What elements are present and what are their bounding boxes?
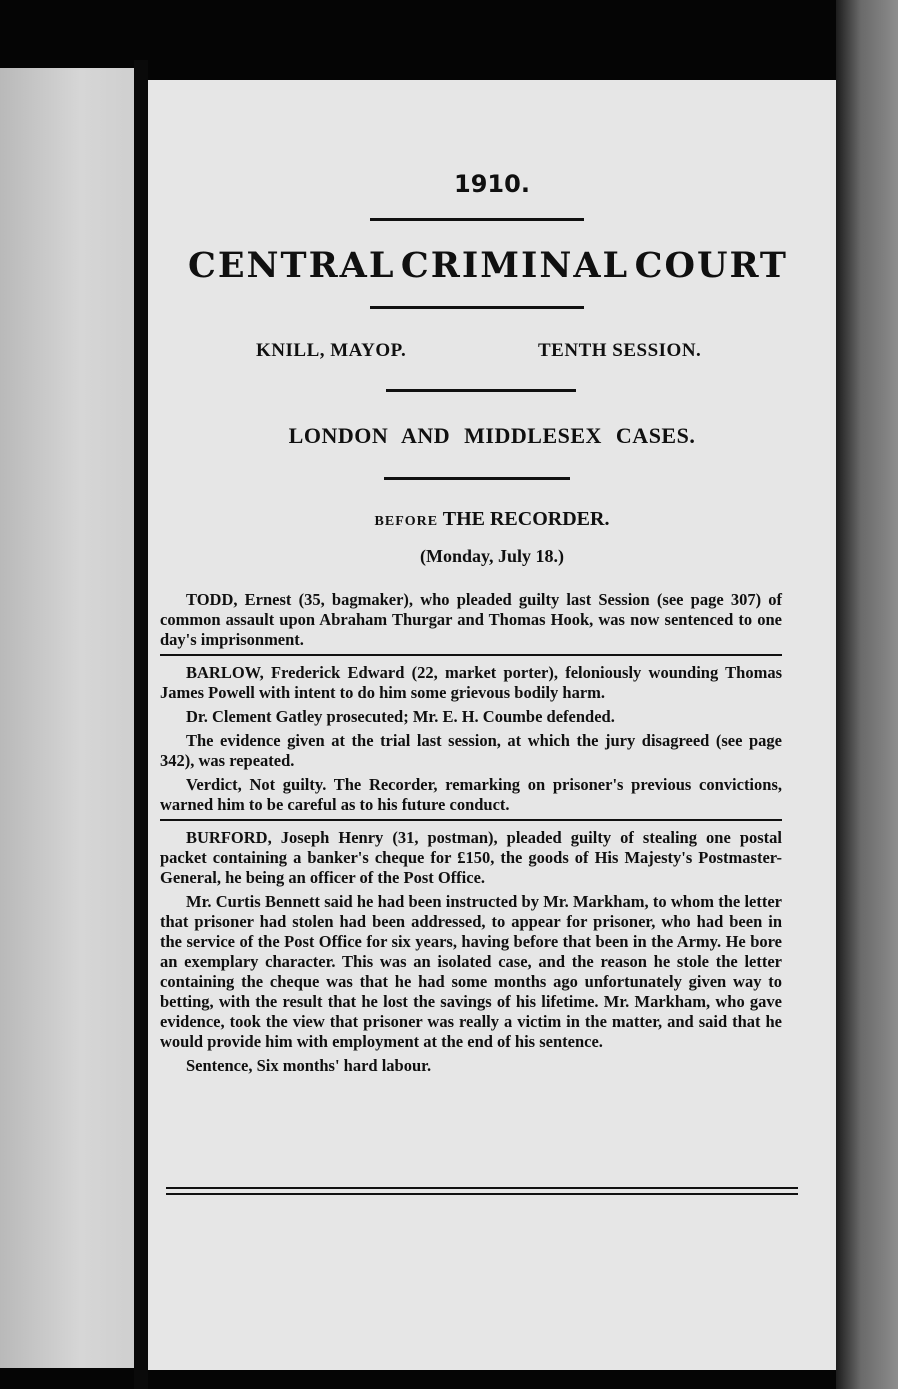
case-divider [160, 654, 782, 656]
case-paragraph: Dr. Clement Gatley prosecuted; Mr. E. H. Coumbe defended. [186, 707, 615, 726]
presiding-judge [148, 508, 836, 531]
section-title: LONDON AND MIDDLESEX CASES. [288, 423, 696, 448]
document-page [148, 80, 836, 1370]
case-entry [160, 590, 782, 650]
court-title [188, 245, 788, 286]
court-title-word: COURT [634, 245, 788, 286]
divider-rule [370, 218, 584, 221]
case-divider [160, 819, 782, 821]
mayor-label: KNILL, MAYOP. [256, 340, 407, 361]
divider-rule [386, 389, 576, 392]
case-paragraph: BARLOW, Frederick Edward (22, market porter), feloniously wounding Thomas James Powell with intent to do him some grievous bodily harm. [160, 663, 782, 702]
case-paragraph: Mr. Curtis Bennett said he had been instructed by Mr. Markham, to whom the letter that prisoner had stolen had been addressed, to appear for prisoner, who had been in the service of the Post Office for six years, having before that been in the Army. He bore an exemplary character. This was an isolated case, and the reason he stole the letter containing the cheque was that he had some months ago unfortunately given way to betting, with the result that he lost the savings of his lifetime. Mr. Markham, who gave evidence, took the view that prisoner was really a victim in the matter, and said that he would provide him with employment at the end of his sentence. [160, 892, 782, 1051]
sitting-date: (Monday, July 18.) [419, 546, 565, 566]
page-edge-right [836, 0, 898, 1389]
case-reports [160, 590, 782, 1080]
divider-rule [384, 477, 570, 480]
case-entry [160, 663, 782, 815]
session-label: TENTH SESSION. [538, 340, 702, 361]
case-paragraph: BURFORD, Joseph Henry (31, postman), pleaded guilty of stealing one postal packet containing a banker's cheque for £150, the goods of His Majesty's Postmaster-General, he being an officer of the Post Office. [160, 828, 782, 887]
before-prefix: BEFORE [374, 514, 439, 529]
end-double-rule [166, 1187, 798, 1195]
book-gutter [134, 60, 148, 1389]
court-title-word: CRIMINAL [400, 245, 630, 286]
case-paragraph: Verdict, Not guilty. The Recorder, remarking on prisoner's previous convictions, warned him to be careful as to his future conduct. [160, 775, 782, 814]
divider-rule [370, 306, 584, 309]
facing-page-edge [0, 68, 134, 1368]
case-paragraph: The evidence given at the trial last session, at which the jury disagreed (see page 342), was repeated. [160, 731, 782, 770]
case-paragraph: Sentence, Six months' hard labour. [186, 1056, 432, 1075]
case-entry [160, 828, 782, 1076]
judge-name: THE RECORDER. [442, 508, 610, 530]
court-title-word: CENTRAL [188, 245, 396, 286]
year-heading: 1910. [454, 170, 530, 198]
case-paragraph: TODD, Ernest (35, bagmaker), who pleaded guilty last Session (see page 307) of common assault upon Abraham Thurgar and Thomas Hook, was now sentenced to one day's imprisonment. [160, 590, 782, 649]
